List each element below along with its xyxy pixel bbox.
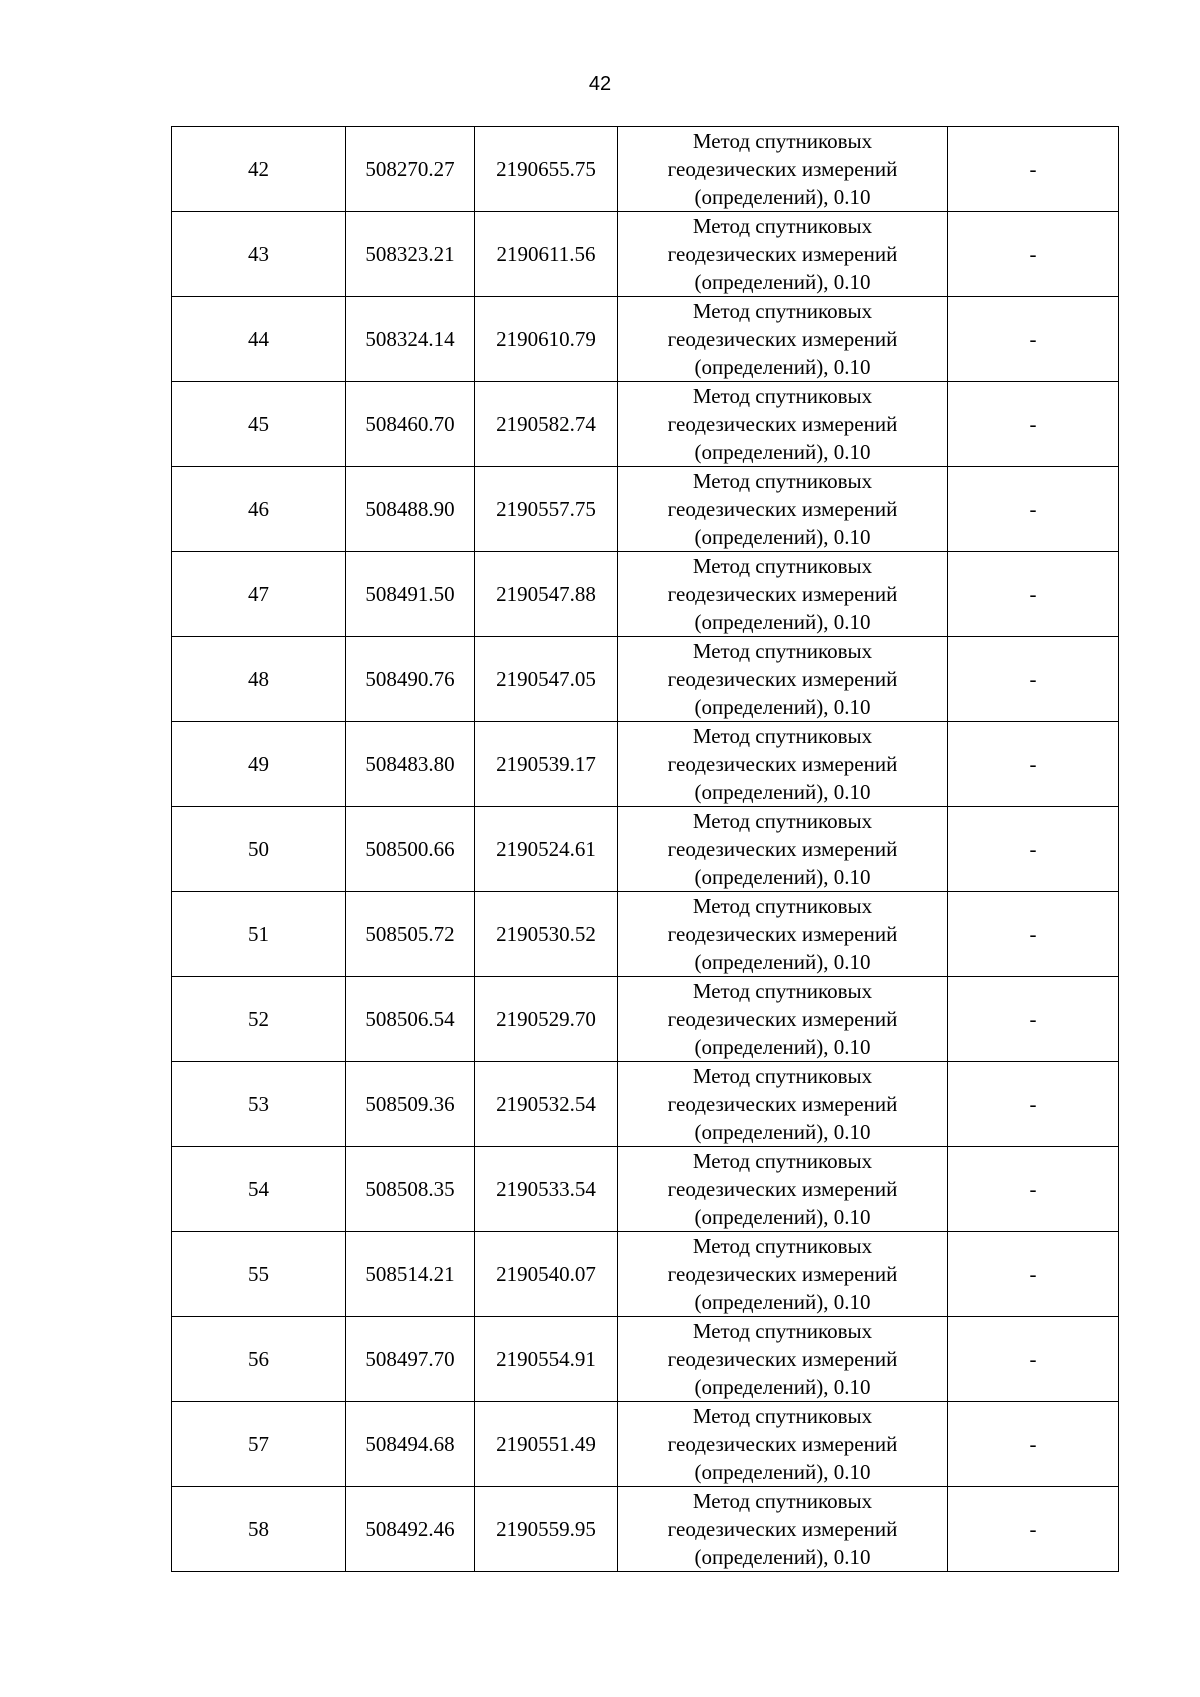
- point-number-cell: 57: [172, 1402, 346, 1487]
- note-cell: -: [948, 892, 1119, 977]
- coordinate-y-cell: 2190540.07: [475, 1232, 618, 1317]
- method-line: Метод спутниковых: [692, 1234, 873, 1258]
- method-line: Метод спутниковых: [692, 1319, 873, 1343]
- method-line: геодезических измерений: [667, 1347, 898, 1371]
- coordinate-y-cell: 2190533.54: [475, 1147, 618, 1232]
- note-cell: -: [948, 1487, 1119, 1572]
- method-line: геодезических измерений: [667, 1517, 898, 1541]
- note-cell: -: [948, 977, 1119, 1062]
- method-line: (определений), 0.10: [694, 270, 871, 294]
- method-line: геодезических измерений: [667, 412, 898, 436]
- coordinate-x-cell: 508324.14: [346, 297, 475, 382]
- table-row: [172, 1317, 1119, 1402]
- method-accuracy-cell: [618, 637, 948, 722]
- method-line: (определений), 0.10: [694, 1120, 871, 1144]
- coordinate-y-cell: 2190559.95: [475, 1487, 618, 1572]
- method-line: Метод спутниковых: [692, 299, 873, 323]
- table-row: [172, 297, 1119, 382]
- note-cell: -: [948, 1062, 1119, 1147]
- method-line: (определений), 0.10: [694, 610, 871, 634]
- table-row: [172, 1232, 1119, 1317]
- table-row: [172, 722, 1119, 807]
- point-number-cell: 43: [172, 212, 346, 297]
- point-number-cell: 50: [172, 807, 346, 892]
- method-line: геодезических измерений: [667, 497, 898, 521]
- method-line: Метод спутниковых: [692, 809, 873, 833]
- method-line: Метод спутниковых: [692, 979, 873, 1003]
- coordinate-x-cell: 508506.54: [346, 977, 475, 1062]
- method-line: (определений), 0.10: [694, 1375, 871, 1399]
- coordinate-x-cell: 508500.66: [346, 807, 475, 892]
- method-line: геодезических измерений: [667, 1262, 898, 1286]
- method-line: Метод спутниковых: [692, 894, 873, 918]
- note-cell: -: [948, 637, 1119, 722]
- method-accuracy-cell: [618, 467, 948, 552]
- table-row: [172, 1062, 1119, 1147]
- method-line: Метод спутниковых: [692, 639, 873, 663]
- method-line: (определений), 0.10: [694, 185, 871, 209]
- coordinate-y-cell: 2190532.54: [475, 1062, 618, 1147]
- point-number-cell: 45: [172, 382, 346, 467]
- coordinate-x-cell: 508508.35: [346, 1147, 475, 1232]
- method-line: (определений), 0.10: [694, 355, 871, 379]
- coordinate-x-cell: 508460.70: [346, 382, 475, 467]
- method-line: геодезических измерений: [667, 1177, 898, 1201]
- coordinate-y-cell: 2190547.88: [475, 552, 618, 637]
- point-number-cell: 58: [172, 1487, 346, 1572]
- table-row: [172, 552, 1119, 637]
- coordinate-y-cell: 2190610.79: [475, 297, 618, 382]
- coordinate-y-cell: 2190611.56: [475, 212, 618, 297]
- method-accuracy-cell: [618, 552, 948, 637]
- point-number-cell: 56: [172, 1317, 346, 1402]
- note-cell: -: [948, 807, 1119, 892]
- method-line: Метод спутниковых: [692, 1489, 873, 1513]
- note-cell: -: [948, 212, 1119, 297]
- coordinate-x-cell: 508505.72: [346, 892, 475, 977]
- note-cell: -: [948, 127, 1119, 212]
- method-line: Метод спутниковых: [692, 1064, 873, 1088]
- table-row: [172, 212, 1119, 297]
- method-accuracy-cell: [618, 1402, 948, 1487]
- table-row: [172, 977, 1119, 1062]
- coordinate-x-cell: 508491.50: [346, 552, 475, 637]
- coordinate-y-cell: 2190547.05: [475, 637, 618, 722]
- table-row: [172, 1402, 1119, 1487]
- table-row: [172, 892, 1119, 977]
- coordinate-x-cell: 508494.68: [346, 1402, 475, 1487]
- point-number-cell: 55: [172, 1232, 346, 1317]
- table-row: [172, 467, 1119, 552]
- method-accuracy-cell: [618, 722, 948, 807]
- note-cell: -: [948, 467, 1119, 552]
- method-accuracy-cell: [618, 382, 948, 467]
- coordinate-y-cell: 2190529.70: [475, 977, 618, 1062]
- point-number-cell: 53: [172, 1062, 346, 1147]
- coordinate-x-cell: 508514.21: [346, 1232, 475, 1317]
- method-line: (определений), 0.10: [694, 1460, 871, 1484]
- point-number-cell: 54: [172, 1147, 346, 1232]
- method-line: Метод спутниковых: [692, 384, 873, 408]
- method-line: (определений), 0.10: [694, 780, 871, 804]
- coordinates-table: [171, 126, 1119, 1572]
- point-number-cell: 47: [172, 552, 346, 637]
- method-line: Метод спутниковых: [692, 554, 873, 578]
- method-accuracy-cell: [618, 1232, 948, 1317]
- method-line: Метод спутниковых: [692, 469, 873, 493]
- method-line: (определений), 0.10: [694, 950, 871, 974]
- point-number-cell: 46: [172, 467, 346, 552]
- method-accuracy-cell: [618, 807, 948, 892]
- method-accuracy-cell: [618, 297, 948, 382]
- method-accuracy-cell: [618, 127, 948, 212]
- coordinates-table-body: [172, 127, 1119, 1572]
- method-line: геодезических измерений: [667, 582, 898, 606]
- method-line: (определений), 0.10: [694, 525, 871, 549]
- point-number-cell: 49: [172, 722, 346, 807]
- table-row: [172, 1147, 1119, 1232]
- page-number: 42: [588, 73, 612, 95]
- note-cell: -: [948, 722, 1119, 807]
- point-number-cell: 44: [172, 297, 346, 382]
- coordinate-y-cell: 2190551.49: [475, 1402, 618, 1487]
- table-row: [172, 127, 1119, 212]
- method-accuracy-cell: [618, 1147, 948, 1232]
- coordinate-y-cell: 2190530.52: [475, 892, 618, 977]
- method-line: (определений), 0.10: [694, 1545, 871, 1569]
- table-row: [172, 637, 1119, 722]
- coordinate-x-cell: 508488.90: [346, 467, 475, 552]
- point-number-cell: 48: [172, 637, 346, 722]
- coordinate-x-cell: 508492.46: [346, 1487, 475, 1572]
- note-cell: -: [948, 1232, 1119, 1317]
- note-cell: -: [948, 382, 1119, 467]
- table-row: [172, 382, 1119, 467]
- coordinate-y-cell: 2190554.91: [475, 1317, 618, 1402]
- method-line: геодезических измерений: [667, 242, 898, 266]
- coordinate-x-cell: 508323.21: [346, 212, 475, 297]
- method-line: Метод спутниковых: [692, 724, 873, 748]
- point-number-cell: 52: [172, 977, 346, 1062]
- method-line: геодезических измерений: [667, 1432, 898, 1456]
- point-number-cell: 51: [172, 892, 346, 977]
- method-line: геодезических измерений: [667, 667, 898, 691]
- coordinate-x-cell: 508509.36: [346, 1062, 475, 1147]
- method-line: (определений), 0.10: [694, 1290, 871, 1314]
- method-line: (определений), 0.10: [694, 440, 871, 464]
- method-accuracy-cell: [618, 977, 948, 1062]
- note-cell: -: [948, 552, 1119, 637]
- method-line: геодезических измерений: [667, 157, 898, 181]
- method-line: геодезических измерений: [667, 752, 898, 776]
- coordinate-y-cell: 2190655.75: [475, 127, 618, 212]
- method-accuracy-cell: [618, 892, 948, 977]
- method-line: (определений), 0.10: [694, 1205, 871, 1229]
- coordinate-x-cell: 508490.76: [346, 637, 475, 722]
- method-line: (определений), 0.10: [694, 1035, 871, 1059]
- method-line: геодезических измерений: [667, 327, 898, 351]
- coordinate-y-cell: 2190557.75: [475, 467, 618, 552]
- method-line: (определений), 0.10: [694, 865, 871, 889]
- coordinate-x-cell: 508483.80: [346, 722, 475, 807]
- method-line: Метод спутниковых: [692, 129, 873, 153]
- method-line: Метод спутниковых: [692, 1149, 873, 1173]
- method-line: Метод спутниковых: [692, 214, 873, 238]
- method-line: геодезических измерений: [667, 1092, 898, 1116]
- table-row: [172, 807, 1119, 892]
- method-line: (определений), 0.10: [694, 695, 871, 719]
- method-line: геодезических измерений: [667, 837, 898, 861]
- note-cell: -: [948, 1147, 1119, 1232]
- point-number-cell: 42: [172, 127, 346, 212]
- method-accuracy-cell: [618, 1317, 948, 1402]
- method-line: геодезических измерений: [667, 922, 898, 946]
- coordinate-x-cell: 508497.70: [346, 1317, 475, 1402]
- method-accuracy-cell: [618, 1062, 948, 1147]
- note-cell: -: [948, 297, 1119, 382]
- coordinate-x-cell: 508270.27: [346, 127, 475, 212]
- method-line: Метод спутниковых: [692, 1404, 873, 1428]
- coordinate-y-cell: 2190539.17: [475, 722, 618, 807]
- note-cell: -: [948, 1402, 1119, 1487]
- note-cell: -: [948, 1317, 1119, 1402]
- table-row: [172, 1487, 1119, 1572]
- coordinate-y-cell: 2190582.74: [475, 382, 618, 467]
- method-accuracy-cell: [618, 212, 948, 297]
- coordinate-y-cell: 2190524.61: [475, 807, 618, 892]
- method-accuracy-cell: [618, 1487, 948, 1572]
- method-line: геодезических измерений: [667, 1007, 898, 1031]
